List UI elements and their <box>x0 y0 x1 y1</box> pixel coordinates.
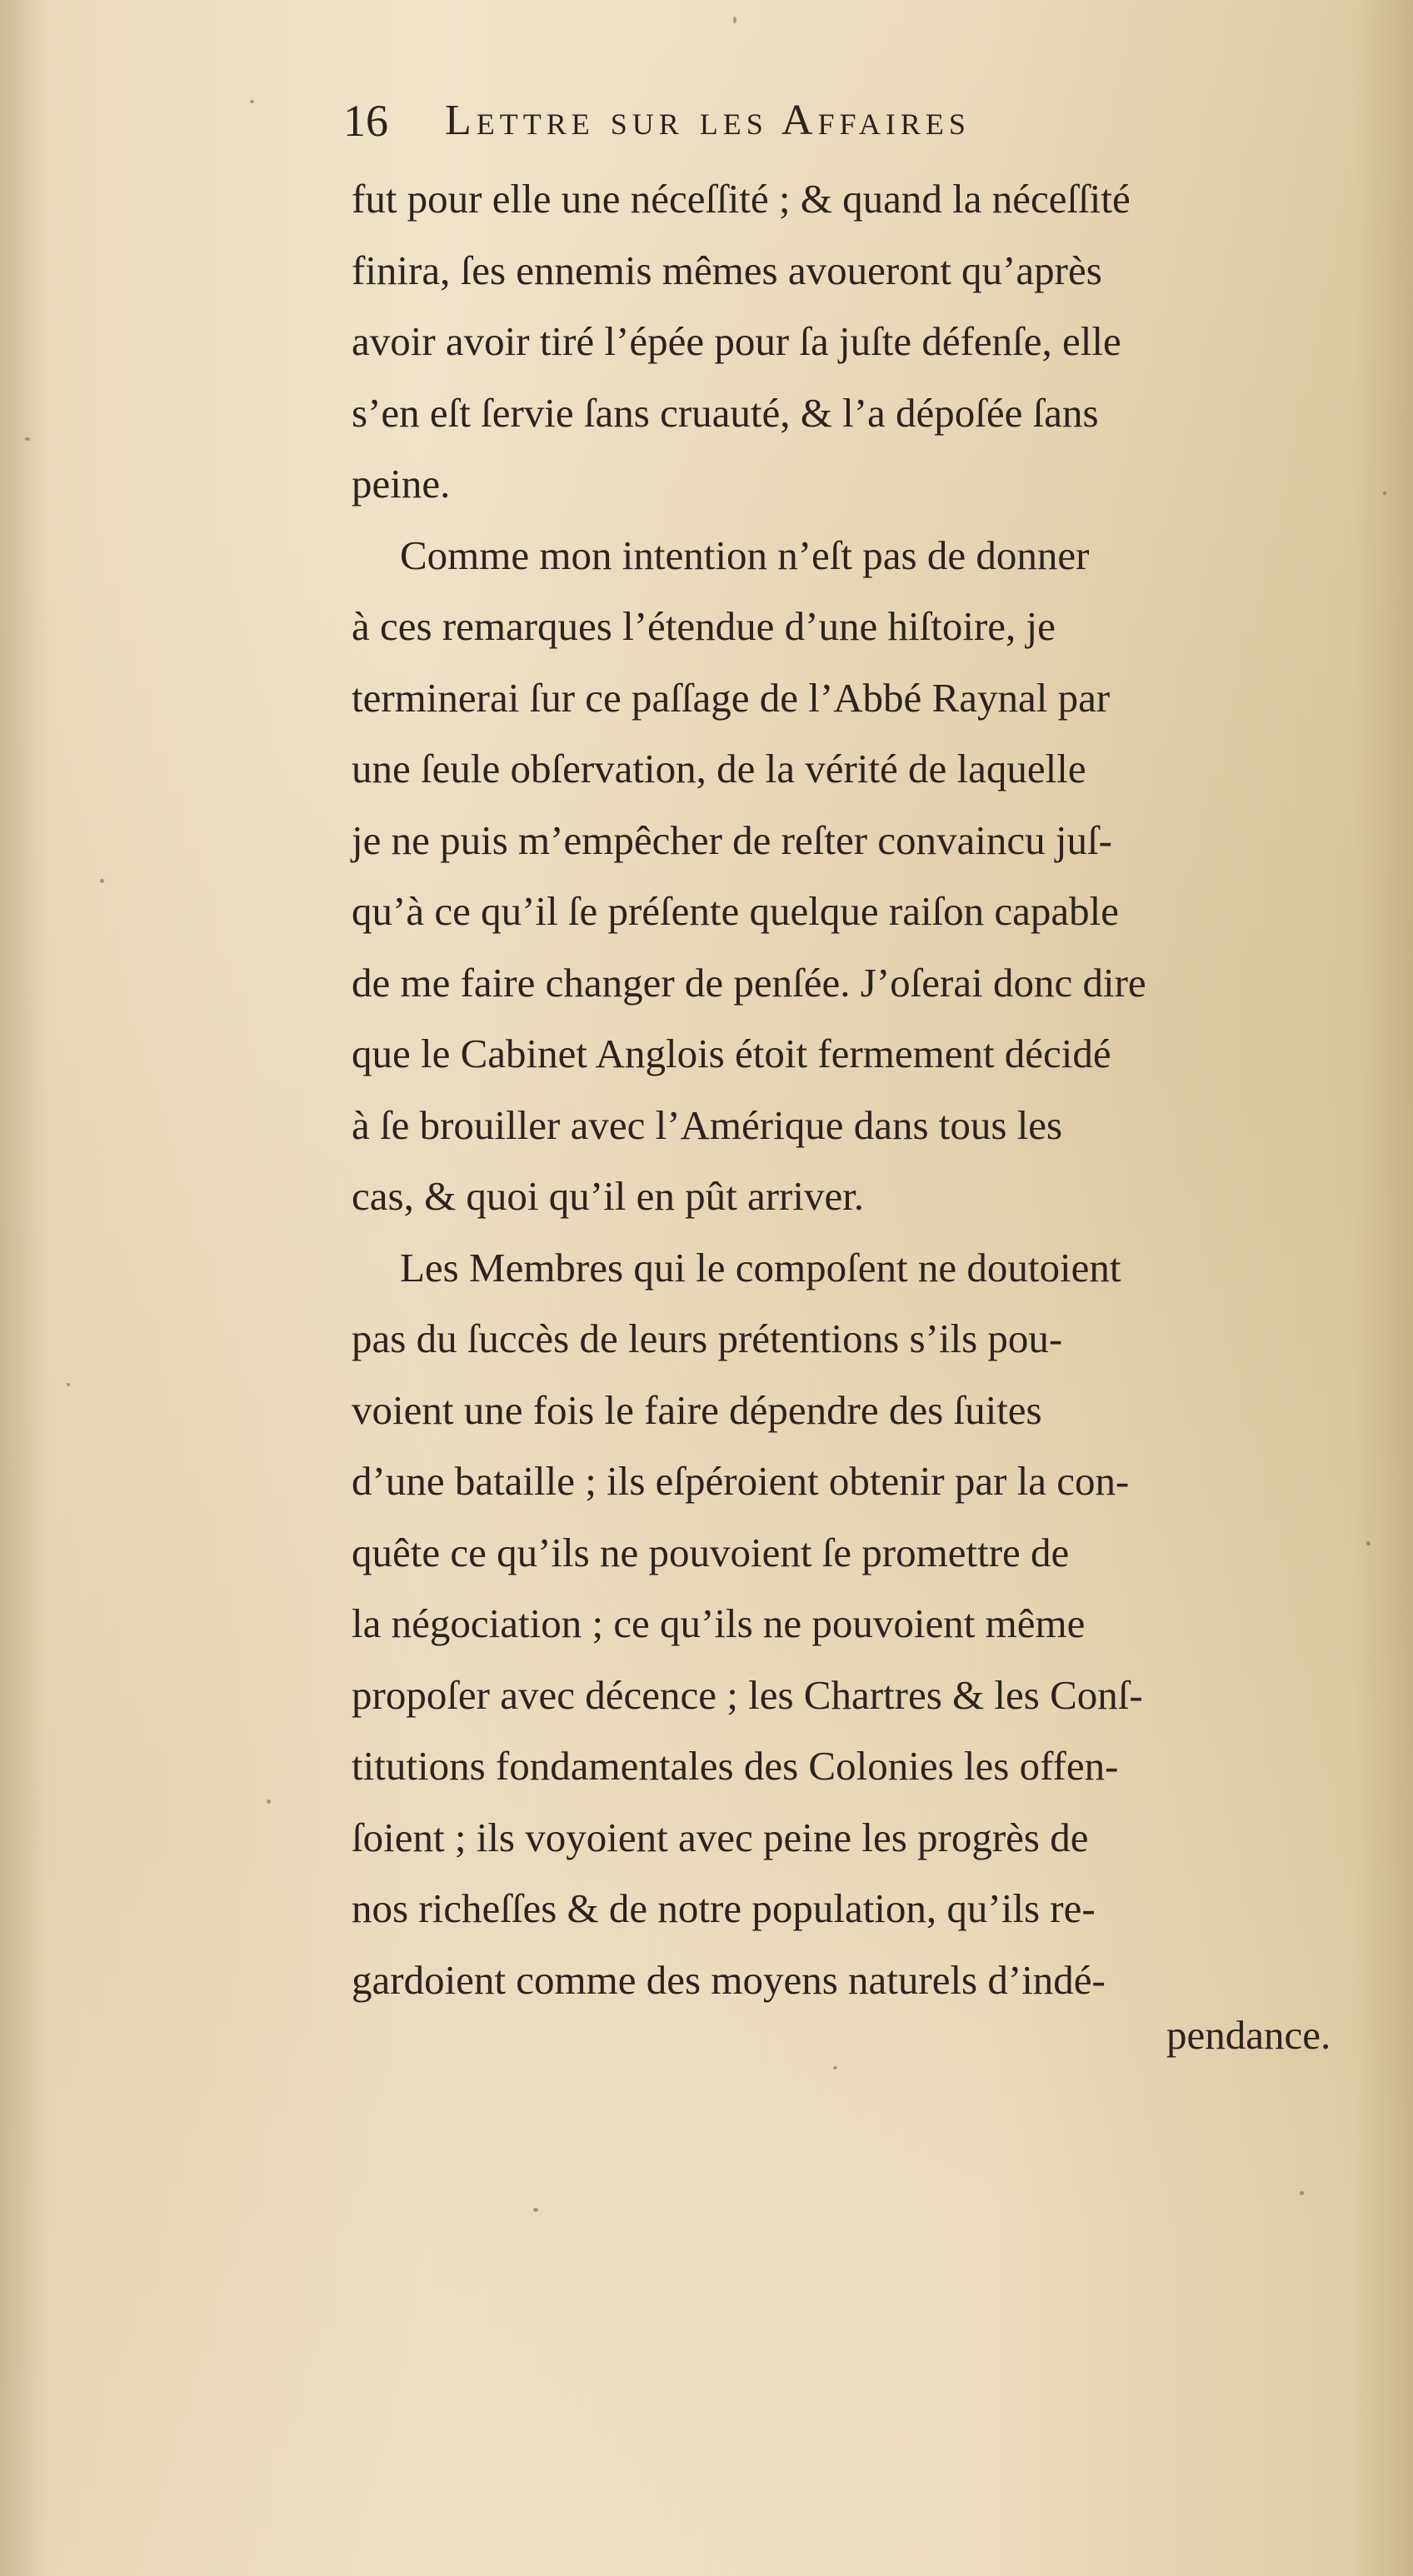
paper-speck <box>533 2208 538 2212</box>
text-line: à ces remarques l’étendue d’une hiſtoire, je <box>352 603 1056 649</box>
running-title: Lettre sur les Affaires <box>445 97 971 144</box>
paper-speck <box>1300 2191 1304 2195</box>
catchword: pendance. <box>1166 2012 1331 2058</box>
paper-speck <box>100 879 104 883</box>
text-line: fut pour elle une néceſſité ; & quand la néceſſité <box>352 176 1131 222</box>
text-line: d’une bataille ; ils eſpéroient obtenir par la con- <box>352 1458 1130 1504</box>
text-line: voient une fois le faire dépendre des ſuites <box>352 1386 1042 1433</box>
text-line: nos richeſſes & de notre population, qu’ils re- <box>352 1885 1096 1931</box>
paper-speck <box>833 2066 837 2069</box>
gutter-shadow <box>0 0 50 2576</box>
text-line: titutions fondamentales des Colonies les offen- <box>352 1743 1119 1789</box>
running-header <box>343 92 1310 150</box>
text-line: quête ce qu’ils ne pouvoient ſe promettre de <box>352 1529 1070 1575</box>
text-line: s’en eſt ſervie ſans cruauté, & l’a dépoſée ſans <box>352 389 1099 436</box>
text-line: pas du ſuccès de leurs prétentions s’ils pou- <box>352 1315 1063 1361</box>
paragraph-start-line: Comme mon intention n’eſt pas de donner <box>400 532 1090 578</box>
text-line: cas, & quoi qu’il en pût arriver. <box>352 1173 865 1219</box>
text-line: que le Cabinet Anglois étoit fermement décidé <box>352 1031 1111 1076</box>
text-line: une ſeule obſervation, de la vérité de laquelle <box>352 746 1086 791</box>
paper-speck <box>250 100 254 103</box>
text-line: propoſer avec décence ; les Chartres & les Conſ- <box>352 1671 1143 1718</box>
paragraph-start-line: Les Membres qui le compoſent ne doutoient <box>400 1244 1121 1290</box>
paper-speck <box>25 437 30 441</box>
text-line: finira, ſes ennemis mêmes avoueront qu’après <box>352 247 1102 293</box>
paper-speck <box>733 17 736 23</box>
paper-speck <box>67 1383 70 1386</box>
text-line: avoir avoir tiré l’épée pour ſa juſte défenſe, elle <box>352 318 1121 364</box>
text-line: je ne puis m’empêcher de reſter convaincu juſ- <box>352 816 1112 863</box>
text-line: peine. <box>352 461 451 507</box>
page-number: 16 <box>343 96 388 146</box>
text-line: de me faire changer de penſée. J’oſerai donc dire <box>352 959 1146 1006</box>
text-line: gardoient comme des moyens naturels d’indé- <box>352 1956 1106 2003</box>
text-line: terminerai ſur ce paſſage de l’Abbé Raynal par <box>352 674 1111 721</box>
text-line: qu’à ce qu’il ſe préſente quelque raiſon capable <box>352 888 1120 934</box>
text-line: ſoient ; ils voyoient avec peine les progrès de <box>352 1814 1089 1860</box>
text-line: la négociation ; ce qu’ils ne pouvoient même <box>352 1600 1086 1646</box>
paper-speck <box>267 1800 271 1804</box>
body-text <box>352 163 1385 2015</box>
text-line: à ſe brouiller avec l’Amérique dans tous les <box>352 1101 1063 1148</box>
